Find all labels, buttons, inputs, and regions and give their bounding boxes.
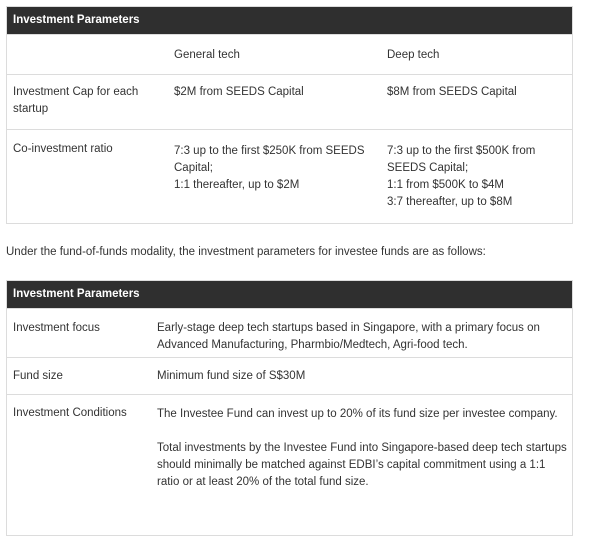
row-label: Fund size <box>13 370 63 382</box>
table-row <box>7 74 572 129</box>
value-line: 7:3 up to the first $250K from SEEDS Capital; <box>174 145 365 174</box>
paragraph-gap <box>157 423 569 440</box>
value-paragraph: The Investee Fund can invest up to 20% of its fund size per investee company. <box>157 408 558 420</box>
value-line: Early-stage deep tech startups based in Singapore, with a primary focus on Advanced Manufacturing, Pharmbio/Medtech, Agri-food tech. <box>157 322 540 351</box>
header-deep-tech: Deep tech <box>387 49 440 61</box>
value-line: $8M from SEEDS Capital <box>387 86 517 98</box>
value-line: 7:3 up to the first $500K from SEEDS Capital; <box>387 145 536 174</box>
table-row <box>7 394 572 537</box>
deep-tech-value <box>387 84 572 101</box>
investment-parameters-table-startups <box>6 6 573 224</box>
value-line: 1:1 from $500K to $4M <box>387 179 504 191</box>
row-value <box>157 406 569 491</box>
table-row <box>7 308 572 357</box>
row-label: Investment Cap for each startup <box>13 86 139 115</box>
intro-paragraph: Under the fund-of-funds modality, the investment parameters for investee funds are as follows: <box>6 246 486 258</box>
row-value <box>157 320 569 354</box>
value-line: 1:1 thereafter, up to $2M <box>174 179 300 191</box>
value-paragraph: Total investments by the Investee Fund into Singapore-based deep tech startups should minimally be matched against EDBI’s capital commitment using a 1:1 ratio or at least 20% of the total fund size. <box>157 442 567 488</box>
header-general-tech: General tech <box>174 49 240 61</box>
table-header-row <box>7 34 572 74</box>
investment-parameters-table-funds <box>6 280 573 536</box>
table-row <box>7 129 572 225</box>
row-label: Investment focus <box>13 322 100 334</box>
table-row <box>7 357 572 394</box>
deep-tech-value <box>387 143 572 211</box>
general-tech-value <box>174 143 369 194</box>
general-tech-value <box>174 84 379 101</box>
value-line: 3:7 thereafter, up to $8M <box>387 196 513 208</box>
row-value <box>157 368 569 385</box>
table-title: Investment Parameters <box>7 7 572 34</box>
value-line: Minimum fund size of S$30M <box>157 370 306 382</box>
row-label: Co-investment ratio <box>13 143 113 155</box>
row-label: Investment Conditions <box>13 407 127 419</box>
table-title: Investment Parameters <box>7 281 572 308</box>
value-line: $2M from SEEDS Capital <box>174 86 304 98</box>
